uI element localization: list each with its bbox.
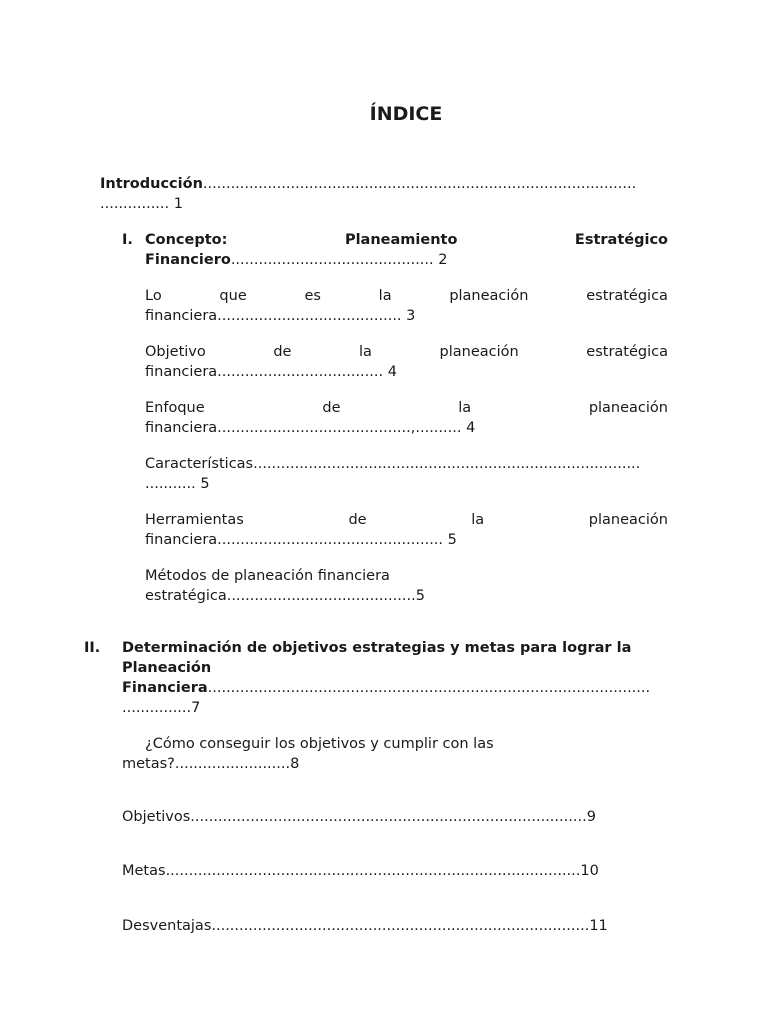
toc-line: ¿Cómo conseguir los objetivos y cumplir con las [145,736,494,752]
toc-dots: ........... [145,476,196,492]
toc-word: que [219,288,247,304]
toc-line: Planeación [122,660,212,676]
toc-word: Metas [122,863,166,879]
toc-word: de [322,400,341,416]
toc-word: de [348,512,367,528]
toc-dots: .................................................................................. [211,918,590,934]
toc-word: Métodos de planeación financiera [145,568,390,584]
toc-page-number: 5 [447,532,457,548]
toc-entry-lo-que-es [145,286,668,326]
toc-page-number: 11 [589,918,608,934]
toc-dots: ............... [122,700,192,716]
toc-word: planeación [439,344,519,360]
toc-entry-enfoque [145,398,668,438]
toc-word: la [378,288,392,304]
toc-word: la [359,344,372,360]
toc-dots: ......................... [174,756,291,772]
toc-dots: .................................... [217,364,384,380]
toc-page-number: 7 [191,700,201,716]
toc-dots: ......................................... [226,588,416,604]
toc-dots: ............................................ [230,252,434,268]
toc-page-number: 2 [438,252,448,268]
toc-word: financiera [145,364,218,380]
toc-dots: ...................................................................................... [190,809,587,825]
toc-page-number: 9 [586,809,596,825]
toc-entry-desventajas [122,916,668,936]
toc-entry-concepto [145,230,668,270]
toc-word: Desventajas [122,918,212,934]
toc-dots: .......................................................................................... [165,863,581,879]
toc-word: de [273,344,292,360]
toc-word: Lo [145,288,162,304]
toc-word: es [304,288,321,304]
toc-word: estratégica [586,288,668,304]
toc-entry-metodos [145,566,668,606]
toc-word: planeación [588,400,668,416]
toc-word: financiera [145,420,218,436]
toc-dots: ..........................................,.......... [217,420,462,436]
toc-dots: ............... [100,196,170,212]
toc-word: financiera [145,532,218,548]
toc-word: estratégica [145,588,227,604]
toc-entry-objetivo [145,342,668,382]
toc-entry-metas [122,861,668,881]
toc-page-number: 5 [415,588,425,604]
toc-entry-determinacion [122,638,668,718]
toc-word: Planeamiento [344,232,458,248]
toc-entry-herramientas [145,510,668,550]
toc-entry-caracteristicas [145,454,668,494]
toc-line: Determinación de objetivos estrategias y metas para lograr la [122,640,632,656]
toc-dots: ................................................. [217,532,444,548]
toc-word: Objetivo [145,344,206,360]
toc-word: planeación [449,288,529,304]
toc-word: Herramientas [145,512,244,528]
toc-dots: ........................................ [217,308,402,324]
toc-page-number: 4 [387,364,397,380]
toc-word: Financiero [145,252,231,268]
toc-word: Objetivos [122,809,191,825]
toc-word: Estratégico [574,232,668,248]
toc-label-introduccion: Introducción [100,176,203,192]
toc-entry-como-conseguir [122,734,668,774]
toc-entry-introduccion [100,174,668,214]
toc-page-number: 3 [406,308,416,324]
toc-page-number: 1 [173,196,183,212]
toc-dots: ................................................................................................ [207,680,651,696]
toc-page-number: 8 [290,756,300,772]
toc-word: financiera [145,308,218,324]
toc-word: Enfoque [145,400,205,416]
toc-dots: .............................................................................................. [202,176,637,192]
toc-dots: .................................................................................... [253,456,641,472]
toc-word: Concepto: [145,232,228,248]
toc-word: la [471,512,485,528]
toc-word: la [458,400,472,416]
toc-page-number: 4 [466,420,476,436]
toc-word: Características [145,456,254,472]
toc-word: Financiera [122,680,208,696]
toc-entry-objetivos [122,807,668,827]
toc-page-number: 10 [580,863,599,879]
toc-word: metas? [122,756,175,772]
section-number-i: I. [122,232,133,248]
page-title: ÍNDICE [369,103,443,125]
toc-word: estratégica [586,344,668,360]
toc-page-number: 5 [200,476,210,492]
toc-word: planeación [588,512,668,528]
section-number-ii: II. [84,640,101,656]
